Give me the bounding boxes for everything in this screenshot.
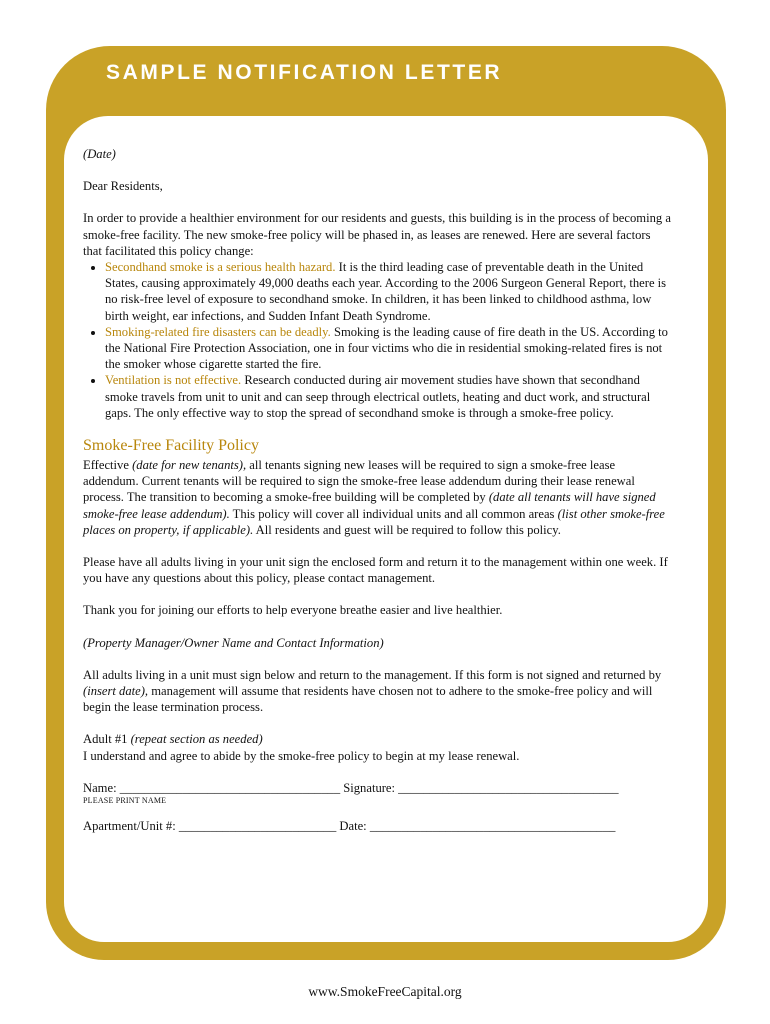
letter-content (83, 146, 671, 834)
apartment-label: Apartment/Unit #: (83, 819, 179, 834)
factor-heading: Secondhand smoke is a serious health hazard. (105, 260, 336, 275)
page-title: SAMPLE NOTIFICATION LETTER (106, 61, 503, 84)
instructions-placeholder: (insert date), (83, 684, 149, 699)
name-signature-row (83, 780, 671, 796)
factor-item (105, 372, 671, 421)
instructions-text: All adults living in a unit must sign below and return to the management. If this form is not signed and returned by (83, 667, 662, 682)
name-field[interactable]: ___________________________________ (119, 780, 341, 795)
apartment-date-row (83, 818, 671, 834)
agreement-statement: I understand and agree to abide by the smoke-free policy to begin at my lease renewal. (83, 748, 520, 763)
policy-text: All residents and guest will be required to follow this policy. (253, 522, 561, 537)
signature-label: Signature: (340, 780, 399, 795)
factor-heading: Smoking-related fire disasters can be deadly. (105, 324, 331, 339)
name-label: Name: (83, 780, 120, 795)
factor-item (105, 324, 671, 373)
policy-placeholder: (list other smoke-free places on property, if applicable). (83, 506, 665, 537)
factor-text: Smoking is the leading cause of fire death in the US. According to the National Fire Protection Association, one in four victims who die in residential smoking-related fires is not the smoker whose cigarette started the fire. (105, 324, 668, 372)
adult-note: (repeat section as needed) (130, 732, 263, 747)
instructions-text: management will assume that residents have chosen not to adhere to the smoke-free policy and will begin the lease termination process. (83, 684, 653, 715)
date-label: Date: (336, 819, 370, 834)
greeting: Dear Residents, (83, 179, 163, 194)
footer-url[interactable]: www.SmokeFreeCapital.org (308, 984, 462, 999)
thanks-paragraph: Thank you for joining our efforts to help everyone breathe easier and live healthier. (83, 603, 503, 618)
policy-text: This policy will cover all individual units and all common areas (229, 506, 558, 521)
sign-request-paragraph: Please have all adults living in your unit sign the enclosed form and return it to the management within one week. If you have any questions about this policy, please contact management. (83, 555, 668, 586)
policy-placeholder: (date all tenants will have signed smoke-free lease addendum). (83, 490, 656, 521)
print-name-note: PLEASE PRINT NAME (83, 796, 167, 806)
adult-number: Adult #1 (83, 732, 131, 747)
apartment-field[interactable]: _________________________ (178, 819, 337, 834)
factor-text: Research conducted during air movement studies have shown that secondhand smoke travels from unit to unit and can seep through electrical outlets, heating and duct work, and structural gaps. The only effective way to stop the spread of secondhand smoke is through a smoke-free policy. (105, 373, 651, 420)
section-heading: Smoke-Free Facility Policy (83, 437, 259, 455)
factor-list (83, 259, 671, 421)
intro-paragraph: In order to provide a healthier environment for our residents and guests, this building is in the process of becoming a smoke-free facility. The new smoke-free policy will be phased in, as leases are renewed. Here are several factors that facilitated this policy change: (83, 211, 671, 258)
date-field[interactable]: _______________________________________ (369, 819, 616, 834)
factor-heading: Ventilation is not effective. (105, 373, 242, 388)
signature-field[interactable]: ___________________________________ (398, 780, 619, 795)
policy-text: Effective (83, 458, 133, 473)
date-placeholder: (Date) (83, 147, 116, 161)
policy-placeholder: (date for new tenants), (132, 458, 247, 473)
form-instructions (83, 667, 671, 716)
adult-label (83, 731, 671, 747)
factor-text: It is the third leading case of preventable death in the United States, causing approximately 49,000 deaths each year. According to the 2006 Surgeon General Report, there is no risk-free level of exposure to secondhand smoke. In children, it has been linked to childhood asthma, low birth weight, ear infections, and Sudden Infant Death Syndrome. (105, 260, 667, 323)
policy-paragraph (83, 457, 671, 538)
policy-text: all tenants signing new leases will be required to sign a smoke-free lease addendum. Current tenants will be required to sign the smoke-free lease addendum during their lease renewal process. The transition to becoming a smoke-free building will be completed by (83, 458, 635, 505)
factor-item (105, 259, 671, 324)
signoff-placeholder: (Property Manager/Owner Name and Contact Information) (83, 635, 384, 650)
